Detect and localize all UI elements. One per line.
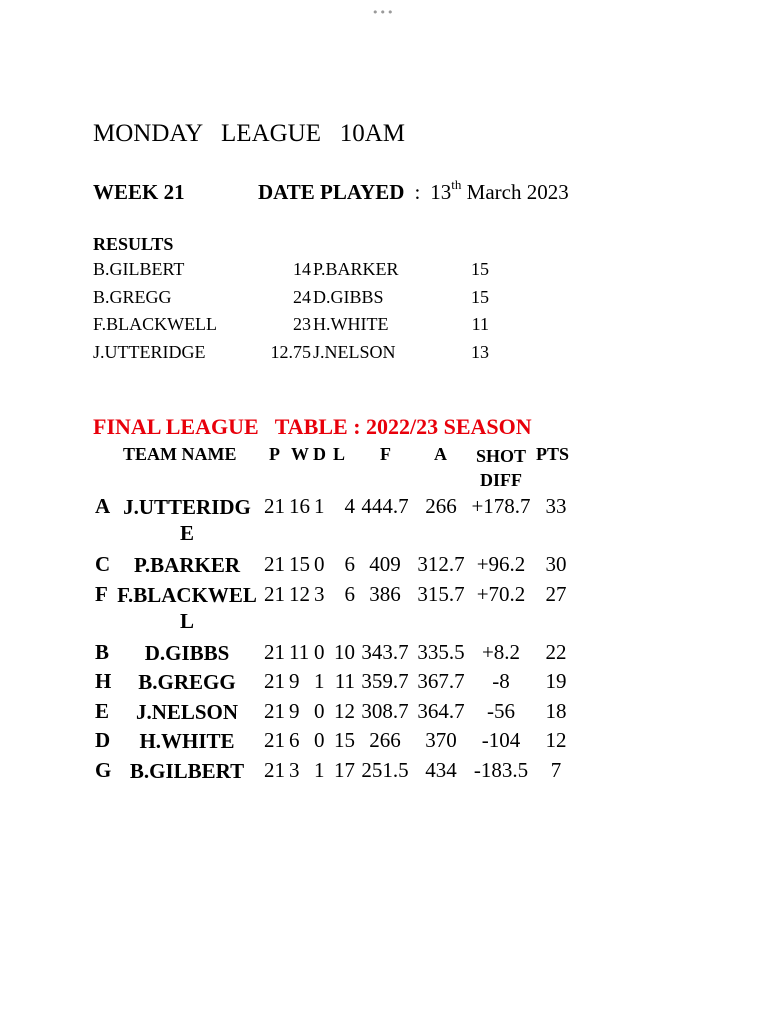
league-table-row <box>93 640 593 670</box>
row-team-name: D.GIBBS <box>144 640 230 665</box>
row-against: 370 <box>425 728 457 752</box>
results-heading: RESULTS <box>93 234 174 254</box>
result-home-team: F.BLACKWELL <box>93 314 218 334</box>
row-points: 18 <box>545 698 567 723</box>
row-team-name: J.UTTERIDGE <box>123 495 251 545</box>
result-row <box>93 259 513 287</box>
row-for: 444.7 <box>361 494 409 518</box>
result-row <box>93 342 513 370</box>
row-team-name: B.GILBERT <box>129 758 245 783</box>
row-shot-diff: +96.2 <box>476 552 526 576</box>
result-home-team: B.GREGG <box>93 286 172 307</box>
row-played: 21 <box>264 552 285 576</box>
row-letter: H <box>95 669 112 693</box>
header-team-name: TEAM NAME <box>123 444 237 464</box>
row-shot-diff: -183.5 <box>473 757 529 782</box>
row-against: 312.7 <box>417 552 465 576</box>
result-away-team: P.BARKER <box>313 259 399 279</box>
row-played: 21 <box>264 728 285 752</box>
row-against: 266 <box>425 494 457 518</box>
row-points: 30 <box>545 552 567 576</box>
row-drawn: 0 <box>314 728 325 752</box>
row-drawn: 3 <box>314 581 325 606</box>
result-away-team: J.NELSON <box>313 341 396 362</box>
row-team-name: J.NELSON <box>135 699 239 724</box>
row-won: 15 <box>289 552 310 576</box>
result-away-score: 11 <box>471 314 489 334</box>
row-played: 21 <box>264 581 285 606</box>
row-against: 434 <box>425 757 457 782</box>
league-table-row <box>93 552 593 582</box>
row-letter: F <box>95 581 108 606</box>
week-label: WEEK 21 <box>93 180 185 204</box>
row-for: 251.5 <box>361 757 409 782</box>
row-for: 308.7 <box>361 698 409 723</box>
row-letter: G <box>95 757 112 782</box>
row-for: 359.7 <box>361 669 409 693</box>
row-won: 9 <box>289 669 300 693</box>
date-rest: March 2023 <box>461 180 569 204</box>
row-lost: 6 <box>344 581 355 606</box>
result-home-score: 12.75 <box>270 341 311 362</box>
row-letter: D <box>95 728 111 752</box>
header-l: L <box>333 444 346 464</box>
row-letter: B <box>95 639 110 664</box>
result-home-score: 14 <box>293 259 311 279</box>
row-played: 21 <box>264 757 285 782</box>
row-played: 21 <box>264 669 285 693</box>
header-shot-diff <box>471 444 531 492</box>
header-pts: PTS <box>536 444 570 464</box>
league-table <box>93 494 593 787</box>
row-against: 315.7 <box>417 581 465 606</box>
row-shot-diff: -8 <box>492 669 510 693</box>
row-lost: 6 <box>344 552 355 576</box>
row-lost: 10 <box>334 639 355 664</box>
header-f: F <box>380 444 391 464</box>
header-shot: SHOT <box>475 446 527 466</box>
league-table-row <box>93 758 593 788</box>
league-table-title: FINAL LEAGUE TABLE : 2022/23 SEASON <box>93 414 532 439</box>
row-won: 9 <box>289 698 300 723</box>
result-row <box>93 287 513 315</box>
league-table-row <box>93 669 593 699</box>
row-drawn: 0 <box>314 552 325 576</box>
row-points: 7 <box>550 757 562 782</box>
row-drawn: 0 <box>314 639 325 664</box>
result-home-team: J.UTTERIDGE <box>93 341 206 362</box>
league-table-header <box>93 444 593 494</box>
row-lost: 17 <box>334 757 355 782</box>
row-against: 335.5 <box>417 639 465 664</box>
row-points: 19 <box>545 669 567 693</box>
row-shot-diff: +8.2 <box>481 639 521 664</box>
row-played: 21 <box>264 494 285 518</box>
row-played: 21 <box>264 639 285 664</box>
row-drawn: 0 <box>314 698 325 723</box>
date-day: 13 <box>430 180 452 204</box>
result-away-score: 15 <box>471 259 489 279</box>
row-shot-diff: -104 <box>481 728 521 752</box>
result-away-score: 15 <box>471 286 489 307</box>
page-title: MONDAY LEAGUE 10AM <box>93 120 406 147</box>
row-against: 364.7 <box>417 698 465 723</box>
row-letter: C <box>95 552 111 576</box>
result-away-team: D.GIBBS <box>313 286 384 307</box>
results-list <box>93 259 513 369</box>
row-for: 409 <box>369 552 401 576</box>
row-lost: 11 <box>334 669 355 693</box>
row-shot-diff: +178.7 <box>471 494 531 518</box>
result-home-team: B.GILBERT <box>93 259 185 279</box>
row-won: 3 <box>289 757 300 782</box>
result-away-score: 13 <box>471 341 489 362</box>
row-drawn: 1 <box>314 494 325 518</box>
row-team-name: F.BLACKWELL <box>117 582 257 633</box>
row-drawn: 1 <box>314 757 325 782</box>
date-suffix: th <box>451 177 462 192</box>
row-won: 11 <box>289 639 310 664</box>
row-shot-diff: +70.2 <box>476 581 526 606</box>
header-w: W <box>291 444 309 464</box>
header-a: A <box>434 444 447 464</box>
league-table-row <box>93 699 593 729</box>
row-team-name: P.BARKER <box>134 553 240 577</box>
header-p: P <box>269 444 280 464</box>
date-played-label: DATE PLAYED <box>258 180 405 204</box>
result-home-score: 24 <box>293 286 311 307</box>
more-options-icon[interactable]: ••• <box>372 6 395 19</box>
row-team-name: B.GREGG <box>138 670 236 694</box>
row-won: 12 <box>289 581 310 606</box>
result-row <box>93 314 513 342</box>
row-played: 21 <box>264 698 285 723</box>
result-away-team: H.WHITE <box>313 314 389 334</box>
row-points: 12 <box>545 728 567 752</box>
row-for: 343.7 <box>361 639 409 664</box>
row-lost: 15 <box>334 728 355 752</box>
date-colon: : <box>414 180 421 204</box>
league-table-row <box>93 494 593 552</box>
row-for: 386 <box>369 581 401 606</box>
row-team-name: H.WHITE <box>139 729 235 753</box>
row-letter: A <box>95 494 111 518</box>
row-points: 27 <box>545 581 567 606</box>
row-for: 266 <box>369 728 401 752</box>
row-won: 6 <box>289 728 300 752</box>
row-points: 33 <box>545 494 567 518</box>
result-home-score: 23 <box>293 314 311 334</box>
league-table-row <box>93 582 593 640</box>
row-against: 367.7 <box>417 669 465 693</box>
week-date-line <box>93 179 569 205</box>
row-lost: 12 <box>334 698 355 723</box>
row-letter: E <box>95 698 110 723</box>
row-drawn: 1 <box>314 669 325 693</box>
header-d: D <box>313 444 326 464</box>
row-shot-diff: -56 <box>487 698 515 723</box>
header-diff: DIFF <box>480 470 522 490</box>
row-lost: 4 <box>344 494 355 518</box>
row-won: 16 <box>289 494 310 518</box>
league-table-row <box>93 728 593 758</box>
row-points: 22 <box>545 639 567 664</box>
